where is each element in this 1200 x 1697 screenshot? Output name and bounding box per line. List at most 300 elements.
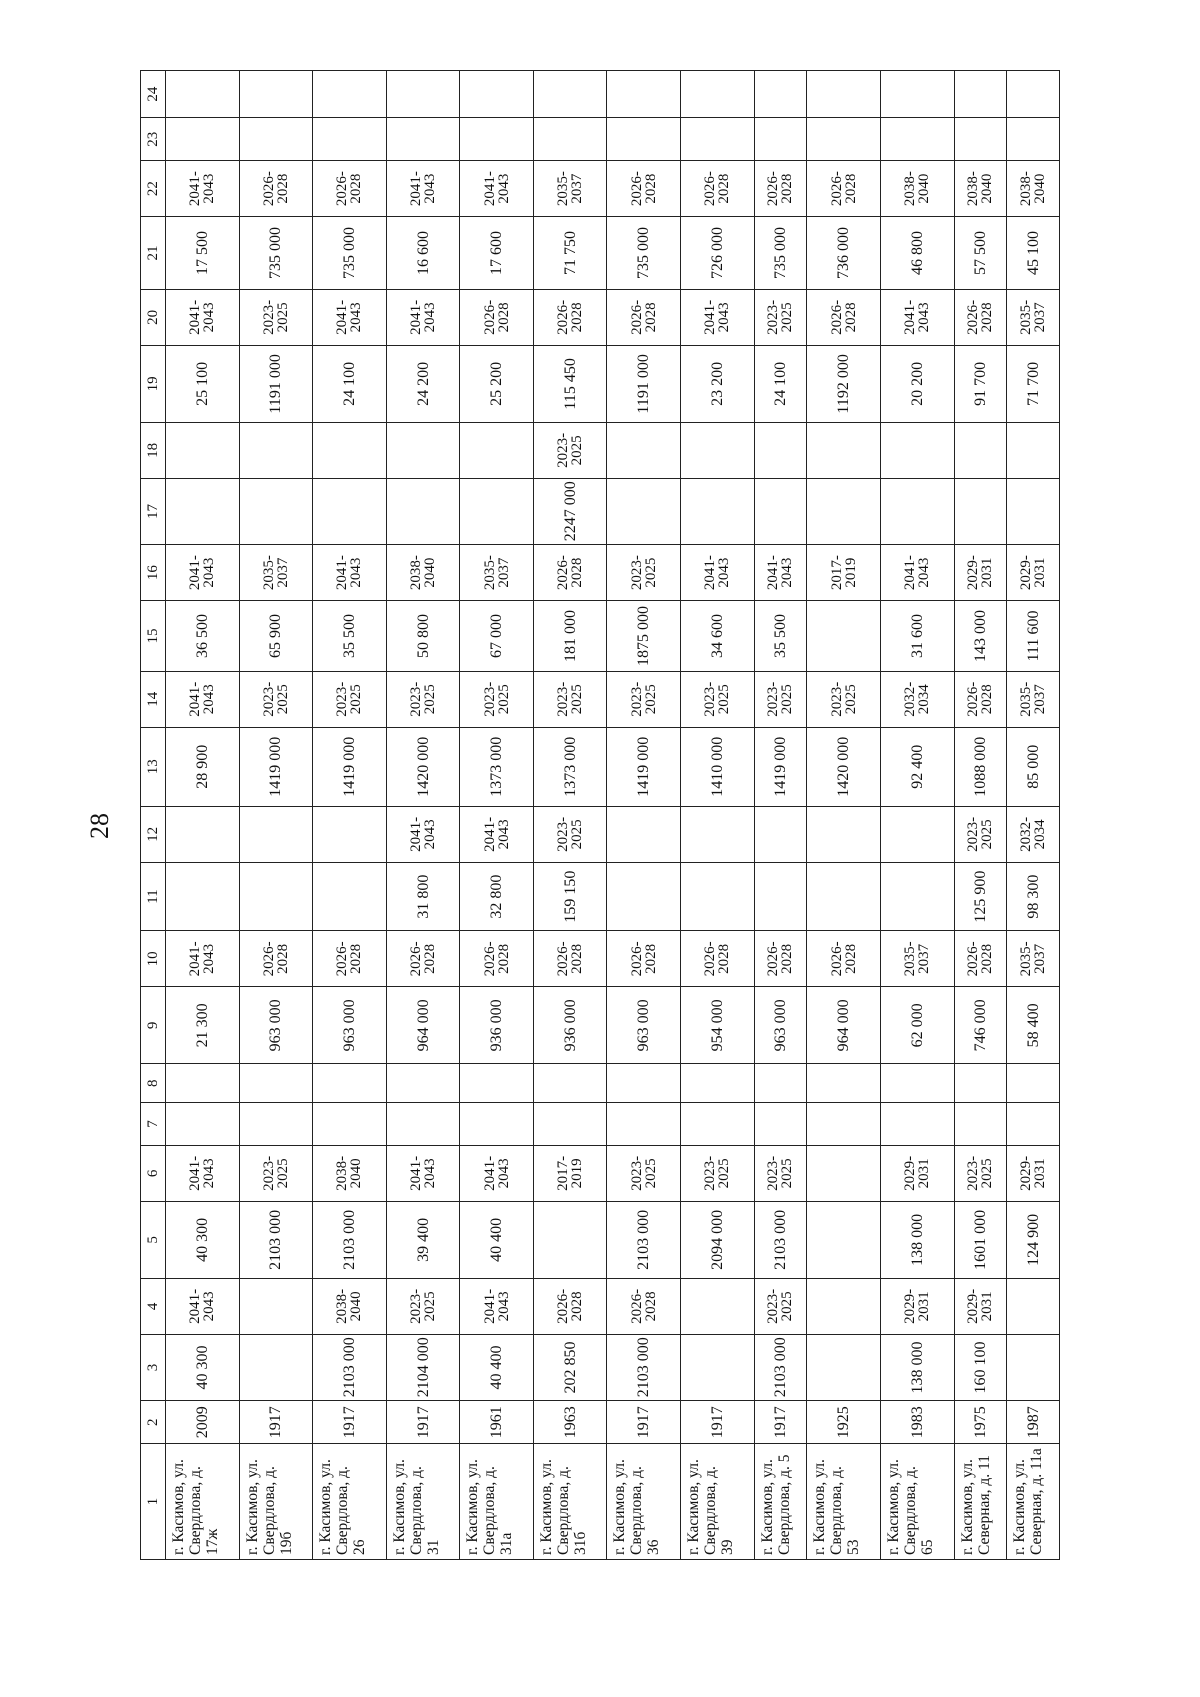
amount-cell xyxy=(607,862,681,931)
period-cell xyxy=(880,1064,954,1103)
amount-cell: 35 500 xyxy=(754,601,807,672)
address-cell: г. Касимов, ул. Свердлова, д. 31а xyxy=(460,1444,534,1560)
amount-cell xyxy=(533,1103,607,1146)
period-cell: 2023-2025 xyxy=(386,671,460,727)
amount-cell xyxy=(1007,118,1060,161)
year-cell: 1975 xyxy=(954,1401,1007,1444)
period-cell: 2038-2040 xyxy=(386,545,460,601)
period-cell: 2026-2028 xyxy=(954,289,1007,345)
period-cell: 2035-2037 xyxy=(1007,671,1060,727)
amount-cell xyxy=(880,1103,954,1146)
column-header: 4 xyxy=(141,1278,166,1334)
period-cell xyxy=(1007,71,1060,118)
column-header: 23 xyxy=(141,118,166,161)
period-cell: 2041-2043 xyxy=(166,161,240,217)
amount-cell: 40 300 xyxy=(166,1334,240,1401)
period-cell: 2038-2040 xyxy=(880,161,954,217)
period-cell xyxy=(166,422,240,478)
period-cell xyxy=(807,1278,881,1334)
amount-cell xyxy=(239,478,313,545)
period-cell: 2026-2028 xyxy=(239,931,313,987)
period-cell: 2035-2037 xyxy=(880,931,954,987)
address-cell: г. Касимов, ул. Свердлова, д. 53 xyxy=(807,1444,881,1560)
period-cell: 2035-2037 xyxy=(1007,931,1060,987)
amount-cell: 32 800 xyxy=(460,862,534,931)
amount-cell: 736 000 xyxy=(807,217,881,290)
amount-cell: 746 000 xyxy=(954,987,1007,1064)
amount-cell: 1601 000 xyxy=(954,1201,1007,1278)
amount-cell xyxy=(754,118,807,161)
period-cell xyxy=(533,1064,607,1103)
amount-cell xyxy=(166,118,240,161)
amount-cell: 20 200 xyxy=(880,345,954,422)
period-cell: 2026-2028 xyxy=(807,289,881,345)
period-cell xyxy=(166,1064,240,1103)
amount-cell: 2247 000 xyxy=(533,478,607,545)
period-cell xyxy=(313,422,387,478)
period-cell: 2026-2028 xyxy=(681,931,755,987)
amount-cell xyxy=(807,1334,881,1401)
amount-cell: 40 400 xyxy=(460,1334,534,1401)
address-cell: г. Касимов, ул. Свердлова, д. 65 xyxy=(880,1444,954,1560)
column-header: 16 xyxy=(141,545,166,601)
amount-cell: 1420 000 xyxy=(807,727,881,806)
amount-cell: 50 800 xyxy=(386,601,460,672)
period-cell xyxy=(880,422,954,478)
period-cell: 2029-2031 xyxy=(1007,545,1060,601)
amount-cell: 735 000 xyxy=(313,217,387,290)
period-cell: 2041-2043 xyxy=(681,289,755,345)
column-header: 19 xyxy=(141,345,166,422)
period-cell: 2038-2040 xyxy=(313,1145,387,1201)
period-cell: 2023-2025 xyxy=(607,1145,681,1201)
address-cell: г. Касимов, ул. Северная, д. 11 xyxy=(954,1444,1007,1560)
column-header: 22 xyxy=(141,161,166,217)
period-cell: 2029-2031 xyxy=(954,545,1007,601)
period-cell xyxy=(166,806,240,862)
period-cell: 2035-2037 xyxy=(460,545,534,601)
period-cell: 2032-2034 xyxy=(880,671,954,727)
amount-cell xyxy=(386,478,460,545)
amount-cell xyxy=(1007,478,1060,545)
period-cell: 2026-2028 xyxy=(460,289,534,345)
amount-cell: 25 200 xyxy=(460,345,534,422)
table-row xyxy=(1007,71,1060,1560)
amount-cell: 1191 000 xyxy=(239,345,313,422)
amount-cell: 111 600 xyxy=(1007,601,1060,672)
period-cell: 2026-2028 xyxy=(533,545,607,601)
period-cell: 2041-2043 xyxy=(386,806,460,862)
address-cell: г. Касимов, ул. Свердлова, д. 36 xyxy=(607,1444,681,1560)
table-row xyxy=(880,71,954,1560)
period-cell xyxy=(607,806,681,862)
amount-cell: 1192 000 xyxy=(807,345,881,422)
period-cell xyxy=(880,806,954,862)
amount-cell xyxy=(313,478,387,545)
column-header: 18 xyxy=(141,422,166,478)
period-cell: 2026-2028 xyxy=(533,1278,607,1334)
period-cell: 2032-2034 xyxy=(1007,806,1060,862)
amount-cell: 1419 000 xyxy=(754,727,807,806)
address-cell: г. Касимов, ул. Северная, д. 11а xyxy=(1007,1444,1060,1560)
period-cell xyxy=(754,71,807,118)
period-cell: 2023-2025 xyxy=(239,671,313,727)
amount-cell: 25 100 xyxy=(166,345,240,422)
amount-cell xyxy=(754,478,807,545)
column-header: 14 xyxy=(141,671,166,727)
table-row xyxy=(166,71,240,1560)
column-header: 17 xyxy=(141,478,166,545)
column-header: 13 xyxy=(141,727,166,806)
period-cell xyxy=(460,1064,534,1103)
amount-cell: 726 000 xyxy=(681,217,755,290)
period-cell xyxy=(239,1278,313,1334)
period-cell xyxy=(166,71,240,118)
amount-cell xyxy=(533,1201,607,1278)
amount-cell xyxy=(807,1103,881,1146)
year-cell: 1925 xyxy=(807,1401,881,1444)
amount-cell: 21 300 xyxy=(166,987,240,1064)
column-header: 24 xyxy=(141,71,166,118)
amount-cell: 2094 000 xyxy=(681,1201,755,1278)
amount-cell xyxy=(607,118,681,161)
amount-cell: 1875 000 xyxy=(607,601,681,672)
address-cell: г. Касимов, ул. Свердлова, д. 26 xyxy=(313,1444,387,1560)
period-cell: 2041-2043 xyxy=(880,545,954,601)
year-cell: 1917 xyxy=(313,1401,387,1444)
period-cell: 2026-2028 xyxy=(954,671,1007,727)
column-header: 7 xyxy=(141,1103,166,1146)
amount-cell: 35 500 xyxy=(313,601,387,672)
amount-cell xyxy=(386,118,460,161)
amount-cell: 964 000 xyxy=(386,987,460,1064)
amount-cell: 40 400 xyxy=(460,1201,534,1278)
period-cell: 2023-2025 xyxy=(533,806,607,862)
amount-cell: 202 850 xyxy=(533,1334,607,1401)
period-cell: 2041-2043 xyxy=(460,806,534,862)
period-cell: 2041-2043 xyxy=(313,289,387,345)
rotated-table-container xyxy=(140,70,1060,1560)
amount-cell xyxy=(607,478,681,545)
amount-cell xyxy=(239,1334,313,1401)
header-row xyxy=(141,71,166,1560)
year-cell: 1917 xyxy=(681,1401,755,1444)
period-cell: 2035-2037 xyxy=(1007,289,1060,345)
period-cell: 2041-2043 xyxy=(166,1145,240,1201)
period-cell xyxy=(681,422,755,478)
period-cell: 2026-2028 xyxy=(607,289,681,345)
period-cell xyxy=(954,1064,1007,1103)
amount-cell: 91 700 xyxy=(954,345,1007,422)
amount-cell: 1373 000 xyxy=(533,727,607,806)
amount-cell: 138 000 xyxy=(880,1201,954,1278)
amount-cell: 1419 000 xyxy=(607,727,681,806)
year-cell: 2009 xyxy=(166,1401,240,1444)
address-cell: г. Касимов, ул. Свердлова, д. 31 xyxy=(386,1444,460,1560)
amount-cell: 138 000 xyxy=(880,1334,954,1401)
period-cell: 2029-2031 xyxy=(880,1145,954,1201)
amount-cell: 2104 000 xyxy=(386,1334,460,1401)
period-cell: 2023-2025 xyxy=(754,671,807,727)
amount-cell: 31 800 xyxy=(386,862,460,931)
amount-cell: 57 500 xyxy=(954,217,1007,290)
table-row xyxy=(460,71,534,1560)
amount-cell: 46 800 xyxy=(880,217,954,290)
amount-cell: 34 600 xyxy=(681,601,755,672)
period-cell: 2041-2043 xyxy=(880,289,954,345)
amount-cell xyxy=(239,862,313,931)
period-cell: 2026-2028 xyxy=(681,161,755,217)
period-cell: 2017-2019 xyxy=(807,545,881,601)
period-cell: 2026-2028 xyxy=(313,931,387,987)
period-cell xyxy=(239,422,313,478)
period-cell: 2041-2043 xyxy=(460,161,534,217)
amount-cell xyxy=(880,862,954,931)
amount-cell: 963 000 xyxy=(239,987,313,1064)
period-cell xyxy=(460,71,534,118)
period-cell: 2026-2028 xyxy=(607,1278,681,1334)
period-cell: 2041-2043 xyxy=(166,931,240,987)
amount-cell: 735 000 xyxy=(239,217,313,290)
period-cell xyxy=(239,1064,313,1103)
amount-cell: 1419 000 xyxy=(239,727,313,806)
period-cell: 2023-2025 xyxy=(754,1145,807,1201)
period-cell: 2041-2043 xyxy=(681,545,755,601)
period-cell: 2023-2025 xyxy=(807,671,881,727)
amount-cell xyxy=(754,1103,807,1146)
period-cell: 2041-2043 xyxy=(166,1278,240,1334)
period-cell: 2023-2025 xyxy=(681,671,755,727)
amount-cell xyxy=(807,118,881,161)
period-cell xyxy=(239,806,313,862)
amount-cell: 36 500 xyxy=(166,601,240,672)
period-cell xyxy=(807,422,881,478)
period-cell xyxy=(880,71,954,118)
amount-cell xyxy=(1007,1103,1060,1146)
period-cell: 2041-2043 xyxy=(166,545,240,601)
amount-cell xyxy=(239,1103,313,1146)
period-cell xyxy=(533,71,607,118)
year-cell: 1917 xyxy=(386,1401,460,1444)
year-cell: 1983 xyxy=(880,1401,954,1444)
period-cell xyxy=(754,806,807,862)
period-cell xyxy=(807,1145,881,1201)
period-cell: 2029-2031 xyxy=(1007,1145,1060,1201)
column-header: 6 xyxy=(141,1145,166,1201)
amount-cell: 24 100 xyxy=(754,345,807,422)
period-cell: 2023-2025 xyxy=(533,422,607,478)
period-cell: 2023-2025 xyxy=(460,671,534,727)
period-cell xyxy=(681,806,755,862)
amount-cell: 124 900 xyxy=(1007,1201,1060,1278)
amount-cell: 31 600 xyxy=(880,601,954,672)
amount-cell xyxy=(460,478,534,545)
period-cell xyxy=(386,1064,460,1103)
amount-cell xyxy=(681,1103,755,1146)
amount-cell: 45 100 xyxy=(1007,217,1060,290)
amount-cell: 17 600 xyxy=(460,217,534,290)
year-cell: 1917 xyxy=(607,1401,681,1444)
amount-cell xyxy=(313,862,387,931)
amount-cell: 39 400 xyxy=(386,1201,460,1278)
amount-cell: 24 100 xyxy=(313,345,387,422)
period-cell xyxy=(239,71,313,118)
period-cell: 2035-2037 xyxy=(239,545,313,601)
amount-cell: 16 600 xyxy=(386,217,460,290)
amount-cell: 65 900 xyxy=(239,601,313,672)
amount-cell xyxy=(880,118,954,161)
period-cell: 2041-2043 xyxy=(166,289,240,345)
amount-cell: 58 400 xyxy=(1007,987,1060,1064)
period-cell: 2026-2028 xyxy=(807,161,881,217)
year-cell: 1917 xyxy=(239,1401,313,1444)
amount-cell xyxy=(807,478,881,545)
period-cell xyxy=(607,71,681,118)
period-cell: 2029-2031 xyxy=(880,1278,954,1334)
amount-cell xyxy=(954,118,1007,161)
amount-cell: 125 900 xyxy=(954,862,1007,931)
amount-cell: 62 000 xyxy=(880,987,954,1064)
amount-cell: 1419 000 xyxy=(313,727,387,806)
period-cell: 2041-2043 xyxy=(313,545,387,601)
period-cell: 2026-2028 xyxy=(754,931,807,987)
period-cell: 2023-2025 xyxy=(754,289,807,345)
period-cell xyxy=(807,1064,881,1103)
period-cell: 2041-2043 xyxy=(460,1278,534,1334)
amount-cell: 159 150 xyxy=(533,862,607,931)
period-cell: 2017-2019 xyxy=(533,1145,607,1201)
period-cell xyxy=(681,1278,755,1334)
column-header: 9 xyxy=(141,987,166,1064)
period-cell xyxy=(1007,422,1060,478)
column-header: 10 xyxy=(141,931,166,987)
repair-schedule-table xyxy=(140,70,1060,1560)
amount-cell: 143 000 xyxy=(954,601,1007,672)
column-header: 11 xyxy=(141,862,166,931)
period-cell: 2038-2040 xyxy=(954,161,1007,217)
amount-cell xyxy=(313,118,387,161)
amount-cell xyxy=(807,1201,881,1278)
period-cell xyxy=(313,1064,387,1103)
table-row xyxy=(681,71,755,1560)
amount-cell: 160 100 xyxy=(954,1334,1007,1401)
table-row xyxy=(607,71,681,1560)
period-cell: 2041-2043 xyxy=(386,289,460,345)
amount-cell: 964 000 xyxy=(807,987,881,1064)
period-cell xyxy=(807,71,881,118)
period-cell: 2029-2031 xyxy=(954,1278,1007,1334)
table-row xyxy=(807,71,881,1560)
period-cell xyxy=(313,806,387,862)
period-cell: 2026-2028 xyxy=(533,931,607,987)
amount-cell xyxy=(681,862,755,931)
period-cell: 2035-2037 xyxy=(533,161,607,217)
amount-cell: 963 000 xyxy=(754,987,807,1064)
amount-cell: 2103 000 xyxy=(239,1201,313,1278)
amount-cell: 936 000 xyxy=(460,987,534,1064)
amount-cell: 2103 000 xyxy=(754,1334,807,1401)
period-cell: 2026-2028 xyxy=(607,161,681,217)
amount-cell: 67 000 xyxy=(460,601,534,672)
period-cell: 2026-2028 xyxy=(607,931,681,987)
amount-cell: 2103 000 xyxy=(313,1334,387,1401)
column-header: 12 xyxy=(141,806,166,862)
amount-cell: 2103 000 xyxy=(607,1334,681,1401)
amount-cell: 963 000 xyxy=(607,987,681,1064)
amount-cell: 963 000 xyxy=(313,987,387,1064)
period-cell: 2023-2025 xyxy=(386,1278,460,1334)
period-cell xyxy=(313,71,387,118)
table-row xyxy=(533,71,607,1560)
period-cell xyxy=(807,806,881,862)
address-cell: г. Касимов, ул. Свердлова, д. 39 xyxy=(681,1444,755,1560)
amount-cell: 71 750 xyxy=(533,217,607,290)
amount-cell xyxy=(754,862,807,931)
period-cell: 2026-2028 xyxy=(954,931,1007,987)
period-cell xyxy=(1007,1278,1060,1334)
amount-cell: 98 300 xyxy=(1007,862,1060,931)
table-row xyxy=(954,71,1007,1560)
page-number: 28 xyxy=(85,813,114,839)
period-cell: 2026-2028 xyxy=(807,931,881,987)
amount-cell xyxy=(460,1103,534,1146)
period-cell: 2023-2025 xyxy=(954,806,1007,862)
period-cell xyxy=(386,422,460,478)
period-cell xyxy=(681,71,755,118)
amount-cell: 1373 000 xyxy=(460,727,534,806)
period-cell: 2038-2040 xyxy=(1007,161,1060,217)
amount-cell xyxy=(166,862,240,931)
column-header: 3 xyxy=(141,1334,166,1401)
amount-cell xyxy=(533,118,607,161)
year-cell: 1987 xyxy=(1007,1401,1060,1444)
column-header: 2 xyxy=(141,1401,166,1444)
amount-cell: 2103 000 xyxy=(754,1201,807,1278)
period-cell xyxy=(954,71,1007,118)
amount-cell xyxy=(681,118,755,161)
period-cell: 2026-2028 xyxy=(533,289,607,345)
period-cell xyxy=(607,1064,681,1103)
amount-cell xyxy=(386,1103,460,1146)
amount-cell xyxy=(313,1103,387,1146)
amount-cell xyxy=(880,478,954,545)
amount-cell: 85 000 xyxy=(1007,727,1060,806)
period-cell: 2026-2028 xyxy=(239,161,313,217)
period-cell: 2038-2040 xyxy=(313,1278,387,1334)
amount-cell: 735 000 xyxy=(607,217,681,290)
period-cell xyxy=(607,422,681,478)
period-cell xyxy=(954,422,1007,478)
table-row xyxy=(313,71,387,1560)
year-cell: 1961 xyxy=(460,1401,534,1444)
address-cell: г. Касимов, ул. Свердлова, д. 19б xyxy=(239,1444,313,1560)
period-cell xyxy=(681,1064,755,1103)
amount-cell xyxy=(681,478,755,545)
amount-cell: 2103 000 xyxy=(313,1201,387,1278)
period-cell xyxy=(460,422,534,478)
year-cell: 1963 xyxy=(533,1401,607,1444)
amount-cell xyxy=(460,118,534,161)
column-header: 20 xyxy=(141,289,166,345)
period-cell: 2041-2043 xyxy=(386,1145,460,1201)
amount-cell: 115 450 xyxy=(533,345,607,422)
amount-cell: 181 000 xyxy=(533,601,607,672)
period-cell xyxy=(754,422,807,478)
amount-cell xyxy=(807,601,881,672)
amount-cell: 40 300 xyxy=(166,1201,240,1278)
table-row xyxy=(754,71,807,1560)
amount-cell: 92 400 xyxy=(880,727,954,806)
